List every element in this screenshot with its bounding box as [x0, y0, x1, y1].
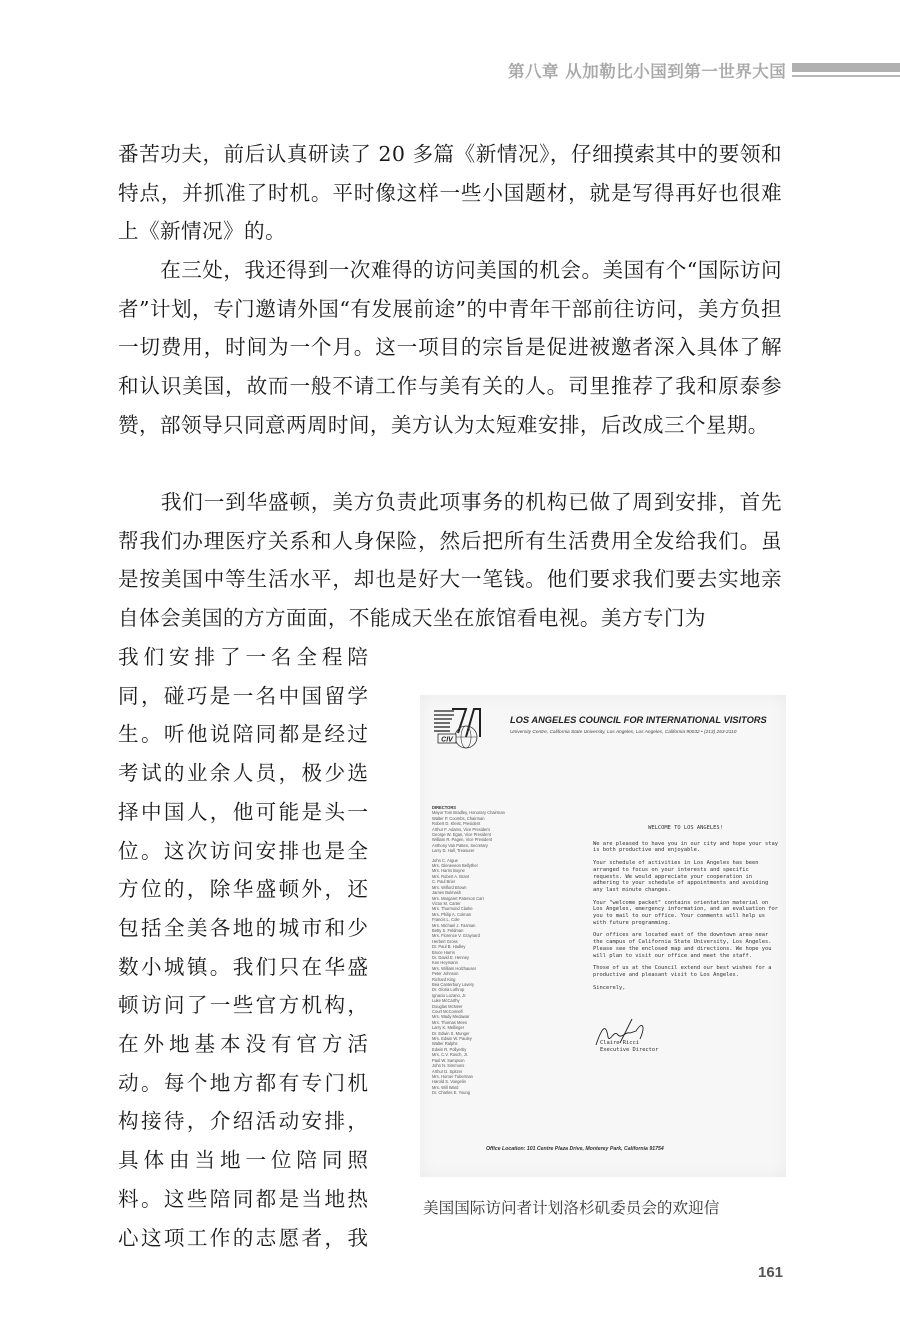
text-line: 数小城镇。我们只在华盛 [118, 954, 368, 979]
figure-caption: 美国国际访问者计划洛杉矶委员会的欢迎信 [423, 1199, 720, 1217]
director-member: Mrs. Wilford Brown [432, 884, 467, 890]
text-line: 我们安排了一名全程陪 [118, 645, 368, 669]
letter-image [420, 695, 786, 1177]
text-line: 择中国人，他可能是头一 [118, 799, 368, 824]
director-member: Dr. Edwin S. Munger [432, 1030, 470, 1036]
director-member: Edwin R. Pollyerby [432, 1046, 467, 1052]
director-member: Ken Heymann [432, 960, 458, 966]
director-member: Walter Ralphs [432, 1041, 458, 1047]
text-line: 位。这次访问安排也是全 [118, 838, 368, 863]
letter-closing: Sincerely, [593, 984, 626, 991]
office-location: Office Location: 101 Centre Plaza Drive, Monterey Park, California 91754 [486, 1146, 664, 1152]
director-officer: Robert D. Kleist, President [432, 821, 481, 827]
text-line: 构接待，介绍活动安排， [118, 1109, 368, 1134]
text-line: 在外地基本没有官方活 [118, 1032, 368, 1057]
chapter-title: 第八章 从加勒比小国到第一世界大国 [508, 62, 787, 81]
director-member: John C. Argue [432, 857, 458, 863]
director-member: Mrs. Thomas Mees [432, 1019, 467, 1025]
text-line: 同，碰巧是一名中国留学 [118, 683, 368, 708]
letter-paragraph: Our offices are located east of the downtown area near the campus of California State University, Los Angeles. Please see the enclosed map and directions. We hope you will plan to visit our office and meet the staff. [593, 932, 772, 959]
director-member: Douglas McNeer [432, 1003, 463, 1009]
director-member: C. Paul Brier [432, 879, 456, 885]
page-number: 161 [758, 1264, 784, 1281]
text-line: 方位的，除华盛顿外，还 [118, 877, 368, 902]
director-member: Dr. Gloria Lothrop [432, 987, 465, 993]
director-member: Dr. Charles E. Young [432, 1090, 471, 1096]
director-member: Ignacio Lozano, Jr. [432, 992, 467, 998]
director-member: Dr. Paul B. Hadley [432, 944, 466, 950]
director-member: Larry K. Mellinger [432, 1025, 465, 1031]
director-member: Mrs. Robert A. Brant [432, 873, 470, 879]
paragraph-1: 番苦功夫，前后认真研读了 20 多篇《新情况》，仔细摸索其中的要领和特点，并抓准了时机。平时像这样一些小国题材，就是写得再好也很难上《新情况》的。 [118, 142, 782, 244]
logo-text: CIV [441, 736, 453, 744]
director-member: Paul W. Sampson [432, 1057, 465, 1063]
text-line: 顿访问了一些官方机构， [118, 993, 368, 1018]
director-member: Mrs. Will Ward [432, 1084, 459, 1090]
director-member: Mrs. Michael J. Fasman [432, 922, 476, 928]
director-member: Mrs. Homer Tuberman [432, 1073, 473, 1079]
paragraph-3: 我们一到华盛顿，美方负责此项事务的机构已做了周到安排，首先帮我们办理医疗关系和人身保险，然后把所有生活费用全发给我们。虽是按美国中等生活水平，却也是好大一笔钱。他们要求我们要去实地亲自体会美国的方方面面，不能成天坐在旅馆看电视。美方专门为 [118, 490, 782, 631]
letter-paragraph: We are pleased to have you in our city and hope your stay is both productive and enjoyable. [593, 840, 778, 854]
director-member: Arthur D. Spitzer [432, 1068, 463, 1074]
director-officer: Walter P. Coombs, Chairman [432, 815, 485, 821]
text-line: 具体由当地一位陪同照 [118, 1148, 368, 1173]
director-member: Dr. David E. Henney [432, 954, 470, 960]
director-officer: Anthony Van Patten, Secretary [432, 842, 488, 848]
director-member: Mrs. Harris Boyne [432, 868, 465, 874]
director-officer: William R. Pagen, Vice President [432, 837, 492, 843]
director-member: Mrs. C.V. Rusch, Jr. [432, 1052, 469, 1058]
org-name: LOS ANGELES COUNCIL FOR INTERNATIONAL VISITORS [510, 715, 767, 725]
director-member: Richard King [432, 976, 456, 982]
director-officer: Mayor Tom Bradley, Honorary Chairman [432, 810, 505, 816]
director-member: Mrs. Wady Medawar [432, 1014, 470, 1020]
director-member: Mrs. Gleneveon Bellyther [432, 863, 478, 869]
director-member: John N. Simmons [432, 1063, 465, 1069]
org-address: University Centre, California State University, Los Angeles, Los Angeles, California 90032 • (213) 263-2110 [510, 730, 737, 735]
paragraph-2: 在三处，我还得到一次难得的访问美国的机会。美国有个“国际访问者”计划，专门邀请外国“有发展前途”的中青年干部前往访问，美方负担一切费用，时间为一个月。这一项目的宗旨是促进被邀者深入具体了解和认识美国，故而一般不请工作与美有关的人。司里推荐了我和原泰参赞，部领导只同意两周时间，美方认为太短难安排，后改成三个星期。 [118, 258, 782, 437]
director-member: Peter Johnson [432, 971, 459, 977]
director-member: Mrs. Philip A. Colman [432, 911, 472, 917]
director-officer: Larry D. Hall, Treasurer [432, 848, 475, 854]
letter-body [593, 825, 778, 997]
text-line: 生。听他说陪同都是经过 [118, 722, 368, 747]
council-logo [432, 707, 484, 749]
director-member: Luke McCarthy [432, 998, 460, 1004]
director-member: Court McConnell [432, 1009, 463, 1015]
director-member: Mrs. Edwin W. Pauley [432, 1036, 472, 1042]
letter-paragraph: Your "welcome packet" contains orientation material on Los Angeles, emergency information, and an evaluation for you to mail to our office. Your comments will help us with future programming. [593, 899, 778, 926]
text-line: 考试的业余人员，极少选 [118, 761, 368, 786]
signer-name: Claire Ricci [600, 1040, 639, 1046]
letter-paragraph: Your schedule of activities in Los Angeles has been arranged to focus on your interests and specific requests. We would appreciate your cooperation in adhering to your schedule of appointments and avoiding any last minute changes. [593, 860, 769, 893]
director-member: Bruce Harris [432, 949, 455, 955]
director-officer: Arthur F. Adams, Vice President [432, 826, 490, 832]
director-member: Betty S. Feldman [432, 927, 464, 933]
director-officer: George W. Egan, Vice President [432, 832, 491, 838]
text-line: 动。每个地方都有专门机 [118, 1070, 368, 1095]
director-member: James Bulmash [432, 890, 462, 896]
director-member: Herbert Gross [432, 938, 458, 944]
letter-paragraph: Those of us at the Council extend our best wishes for a productive and pleasant visit to Los Angeles. [593, 965, 772, 978]
signer-title: Executive Director [600, 1046, 659, 1053]
director-member: Bea Canterbury Lavery [432, 982, 475, 987]
text-line: 心这项工作的志愿者，我 [118, 1225, 368, 1250]
director-member: Mrs. Margaret Paterson Carr [432, 895, 485, 901]
director-member: Harold S. Voegelin [432, 1079, 466, 1085]
text-line: 包括全美各地的城市和少 [118, 915, 368, 940]
wrapped-text-column [118, 638, 368, 1257]
header-rule-thick [792, 63, 900, 72]
letter-title: WELCOME TO LOS ANGELES! [648, 825, 723, 831]
director-member: Victor M. Carter [432, 900, 461, 906]
director-member: Francis L. Cole [432, 917, 460, 923]
director-member: Mrs. Florence V. Graynard [432, 933, 480, 939]
signer-block [600, 1040, 658, 1053]
director-member: Mrs. William Holzhauser [432, 965, 477, 971]
director-member: Mrs. Thurmond Clarke [432, 906, 473, 912]
directors-heading: DIRECTORS [432, 805, 457, 810]
text-line: 料。这些陪同都是当地热 [118, 1186, 368, 1211]
directors-list [432, 805, 542, 1096]
header-rule-thin [792, 75, 900, 77]
